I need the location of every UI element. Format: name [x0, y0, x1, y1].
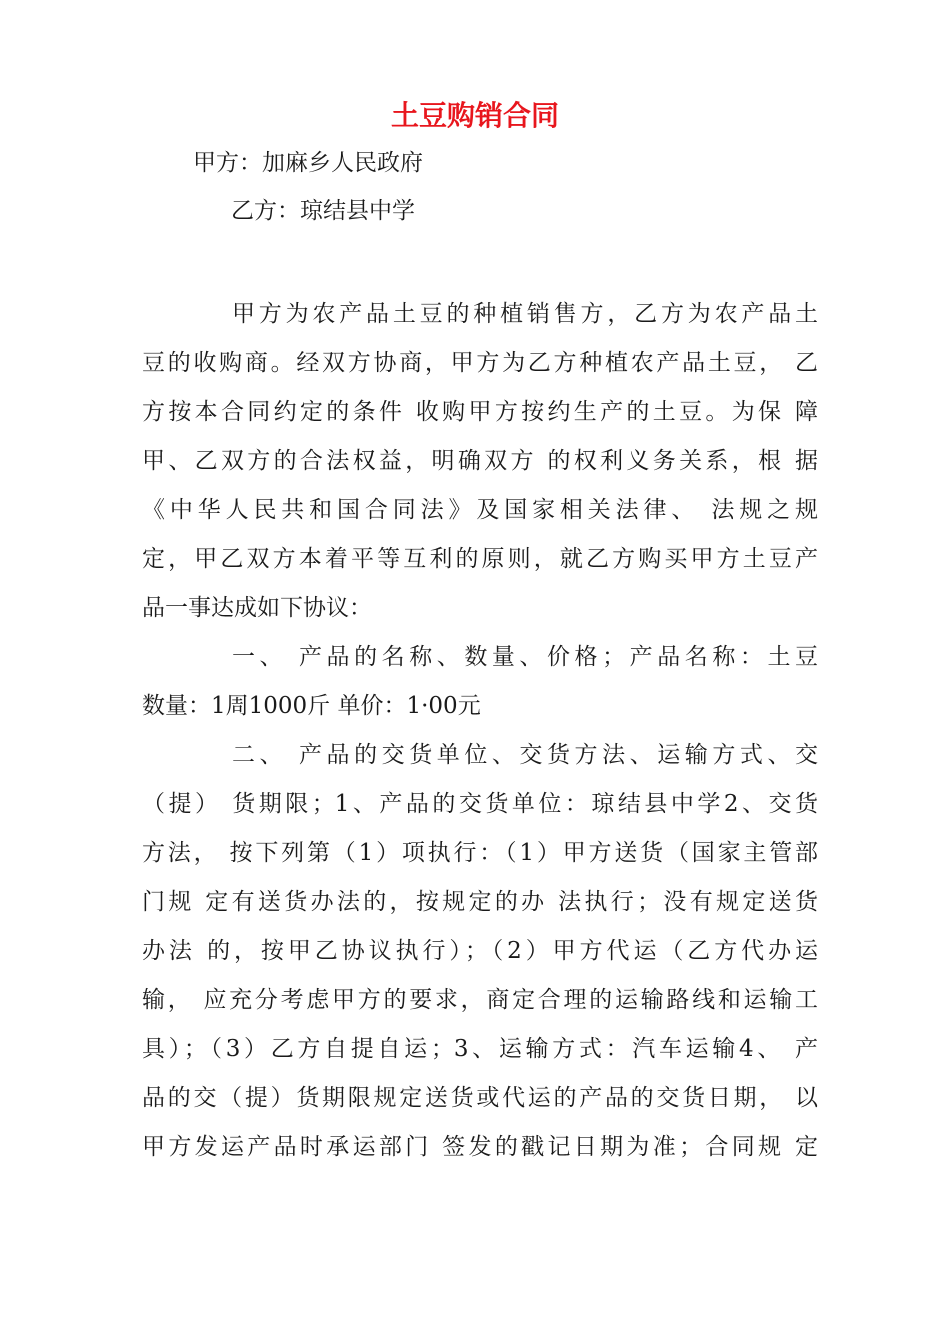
contract-body: [142, 290, 818, 1172]
paragraph-line: 甲、乙双方的合法权益，明确双方 的权利义务关系，根 据: [142, 448, 818, 474]
paragraph-line: （提） 货期限；1、产品的交货单位：琼结县中学2、交货: [142, 791, 818, 817]
paragraph-line: 定，甲乙双方本着平等互利的原则，就乙方购买甲方土豆产: [142, 546, 818, 572]
paragraph-line: 数量：1周1000斤 单价：1·00元: [142, 693, 481, 719]
paragraph-line: 品的交（提）货期限规定送货或代运的产品的交货日期， 以: [142, 1085, 818, 1111]
paragraph-line: 甲方发运产品时承运部门 签发的戳记日期为准；合同规 定: [142, 1134, 818, 1160]
paragraph-line: 门规 定有送货办法的，按规定的办 法执行；没有规定送货: [142, 889, 818, 915]
paragraph-line: 方按本合同约定的条件 收购甲方按约生产的土豆。为保 障: [142, 399, 818, 425]
paragraph-line: 方法， 按下列第（1）项执行：（1）甲方送货（国家主管部: [142, 840, 818, 866]
paragraph-line: 输， 应充分考虑甲方的要求，商定合理的运输路线和运输工: [142, 987, 818, 1013]
document-title: 土豆购销合同: [390, 99, 559, 132]
party-b-line: 乙方：琼结县中学: [231, 198, 415, 224]
paragraph-line: 《中华人民共和国合同法》及国家相关法律、 法规之规: [142, 497, 818, 523]
paragraph-line: 品一事达成如下协议：: [142, 595, 372, 621]
party-a-line: 甲方：加麻乡人民政府: [193, 150, 423, 176]
clause-heading-line: 二、 产品的交货单位、交货方法、运输方式、交: [232, 742, 818, 768]
clause-heading-line: 一、 产品的名称、数量、价格；产品名称：土豆: [232, 644, 818, 670]
paragraph-line: 甲方为农产品土豆的种植销售方，乙方为农产品土: [232, 301, 818, 327]
paragraph-line: 豆的收购商。经双方协商，甲方为乙方种植农产品土豆， 乙: [142, 350, 818, 376]
paragraph-line: 办法 的，按甲乙协议执行）；（2）甲方代运（乙方代办运: [142, 938, 818, 964]
paragraph-line: 具）；（3）乙方自提自运；3、运输方式：汽车运输4、 产: [142, 1036, 818, 1062]
